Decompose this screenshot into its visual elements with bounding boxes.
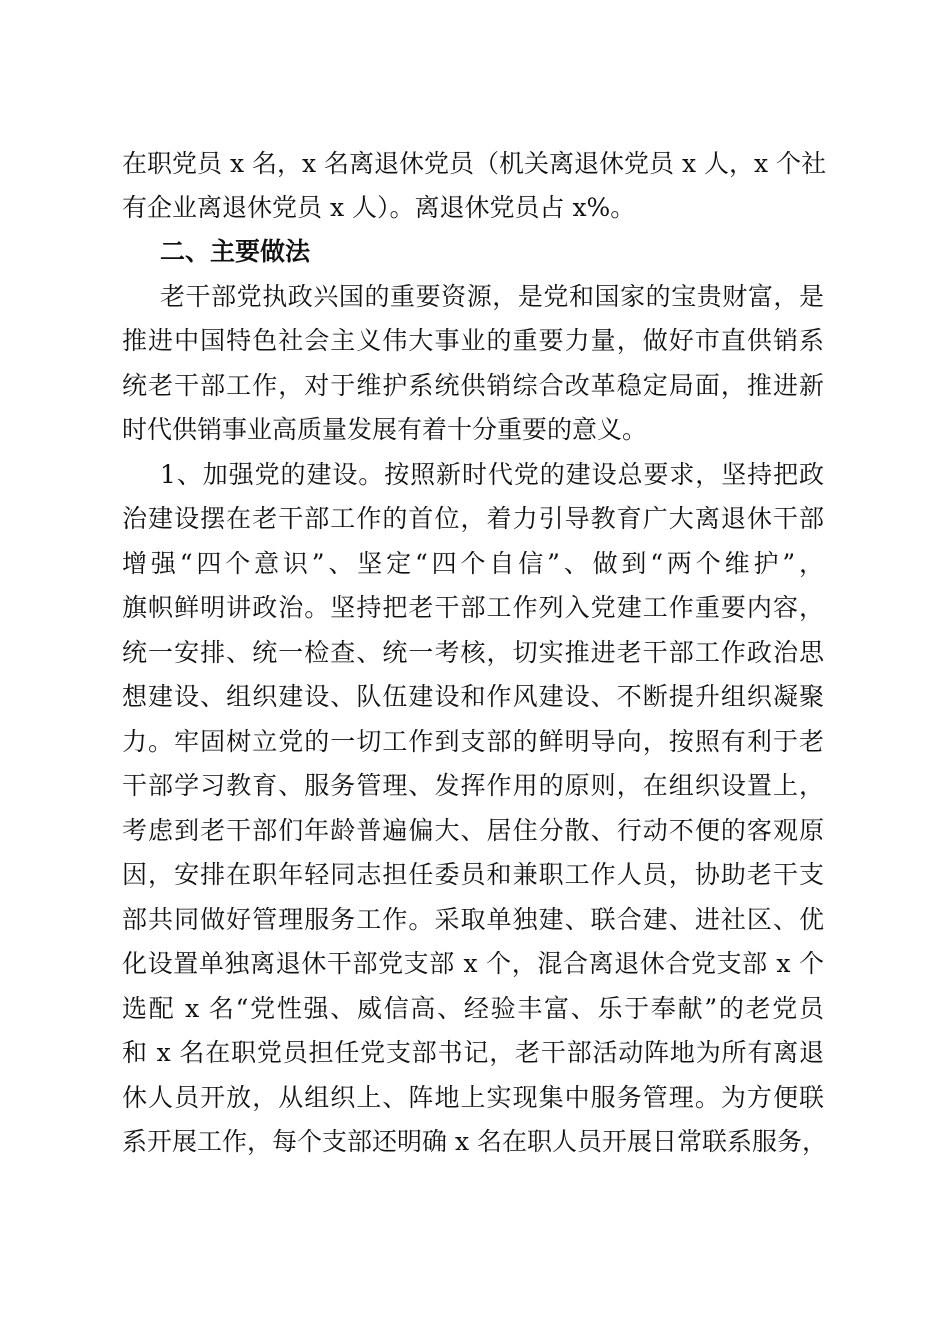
paragraph-line: 想建设、组织建设、队伍建设和作风建设、不断提升组织凝聚 (122, 682, 824, 711)
paragraph-line: 部共同做好管理服务工作。采取单独建、联合建、进社区、优 (122, 905, 824, 934)
paragraph-line: 系开展工作，每个支部还明确 x 名在职人员开展日常联系服务， (122, 1127, 827, 1156)
paragraph-line: 休人员开放，从组织上、阵地上实现集中服务管理。为方便联 (122, 1083, 824, 1112)
paragraph-line: 老干部党执政兴国的重要资源，是党和国家的宝贵财富，是 (160, 282, 824, 311)
intro-line: 有企业离退休党员 x 人）。离退休党员占 x%。 (122, 193, 636, 222)
paragraph-line: 增强“四个意识”、坚定“四个自信”、做到“两个维护”， (122, 549, 824, 578)
paragraph-line: 和 x 名在职党员担任党支部书记，老干部活动阵地为所有离退 (122, 1038, 824, 1067)
paragraph-line: 因，安排在职年轻同志担任委员和兼职工作人员，协助老干支 (122, 860, 824, 889)
paragraph-line: 选配 x 名“党性强、威信高、经验丰富、乐于奉献”的老党员 (122, 994, 824, 1023)
paragraph-line: 考虑到老干部们年龄普遍偏大、居住分散、行动不便的客观原 (122, 816, 824, 845)
paragraph-line: 治建设摆在老干部工作的首位，着力引导教育广大离退休干部 (122, 504, 824, 533)
paragraph-line: 统老干部工作，对于维护系统供销综合改革稳定局面，推进新 (122, 371, 824, 400)
paragraph-line: 旗帜鲜明讲政治。坚持把老干部工作列入党建工作重要内容， (122, 593, 824, 622)
paragraph-line: 干部学习教育、服务管理、发挥作用的原则，在组织设置上， (122, 771, 824, 800)
paragraph-line: 时代供销事业高质量发展有着十分重要的意义。 (122, 415, 648, 444)
section-heading: 二、主要做法 (160, 237, 311, 266)
paragraph-line: 力。牢固树立党的一切工作到支部的鲜明导向，按照有利于老 (122, 727, 824, 756)
paragraph-line: 推进中国特色社会主义伟大事业的重要力量，做好市直供销系 (122, 326, 824, 355)
paragraph-line: 1、加强党的建设。按照新时代党的建设总要求，坚持把政 (160, 460, 824, 489)
paragraph-line: 统一安排、统一检查、统一考核，切实推进老干部工作政治思 (122, 638, 824, 667)
intro-line: 在职党员 x 名，x 名离退休党员（机关离退休党员 x 人，x 个社 (122, 149, 827, 178)
paragraph-line: 化设置单独离退休干部党支部 x 个，混合离退休合党支部 x 个 (122, 949, 824, 978)
